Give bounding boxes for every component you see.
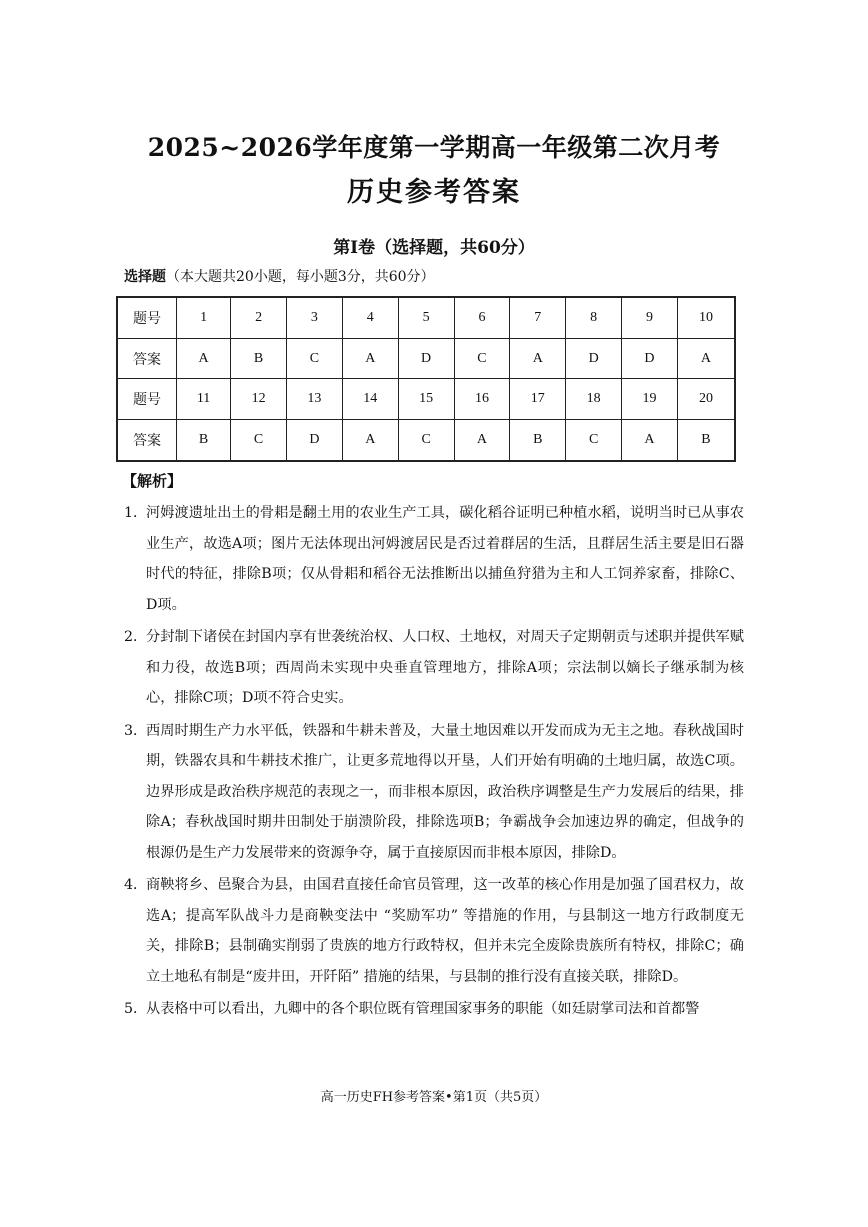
question-number-row-cell: 3	[287, 297, 343, 338]
answer-row-cell: C	[287, 338, 343, 379]
analysis-item-number: 1．	[124, 505, 148, 521]
answer-row-cell: B	[177, 420, 231, 461]
question-number-row-label: 题号	[117, 297, 177, 338]
answer-table	[116, 296, 736, 462]
answer-row-cell: A	[677, 338, 735, 379]
answer-row-cell: D	[566, 338, 622, 379]
question-number-row-cell: 11	[177, 379, 231, 420]
analysis-item-number: 4．	[124, 877, 148, 893]
section-title	[0, 233, 868, 258]
question-number-row	[117, 379, 735, 420]
analysis-item-number: 5．	[124, 1001, 148, 1017]
analysis-item-text: 分封制下诸侯在封国内享有世袭统治权、人口权、土地权，对周天子定期朝贡与述职并提供军赋和力役，故选B项；西周尚未实现中央垂直管理地方，排除A项；宗法制以嫡长子继承制为核心，排除C项；D项不符合史实。	[146, 629, 744, 706]
answer-row-cell: D	[622, 338, 678, 379]
question-number-row-cell: 7	[510, 297, 566, 338]
question-number-row-cell: 9	[622, 297, 678, 338]
answer-row-cell: D	[287, 420, 343, 461]
analysis-item	[124, 994, 744, 1025]
question-number-row-cell: 6	[454, 297, 510, 338]
answer-row	[117, 420, 735, 461]
question-number-row-cell: 10	[677, 297, 735, 338]
analysis-item-text: 商鞅将乡、邑聚合为县，由国君直接任命官员管理，这一改革的核心作用是加强了国君权力，故选A；提高军队战斗力是商鞅变法中 “奖励军功” 等措施的作用，与县制这一地方行政制度无关，排除B；县制确实削弱了贵族的地方行政特权，但并未完全废除贵族所有特权，排除C；确立土地私有制是“废井田，开阡陌” 措施的结果，与县制的推行没有直接关联，排除D。	[146, 877, 744, 985]
answer-row-cell: C	[398, 420, 454, 461]
question-number-row-cell: 8	[566, 297, 622, 338]
analysis-item-text: 河姆渡遗址出土的骨耜是翻土用的农业生产工具，碳化稻谷证明已种植水稻，说明当时已从事农业生产，故选A项；图片无法体现出河姆渡居民是否过着群居的生活，且群居生活主要是旧石器时代的特征，排除B项；仅从骨耜和稻谷无法推断出以捕鱼狩猎为主和人工饲养家畜，排除C、D项。	[146, 505, 744, 613]
analysis-item-number: 2．	[124, 629, 148, 645]
analysis-item	[124, 716, 744, 869]
answer-row-cell: C	[454, 338, 510, 379]
section-intro	[124, 266, 435, 286]
question-number-row-cell: 18	[566, 379, 622, 420]
question-number-row-cell: 20	[677, 379, 735, 420]
analysis-label: 【解析】	[122, 472, 183, 490]
answer-row-cell: A	[622, 420, 678, 461]
question-number-row-cell: 17	[510, 379, 566, 420]
analysis-item	[124, 622, 744, 714]
analysis-list	[124, 498, 744, 1027]
answer-row-cell: A	[342, 420, 398, 461]
analysis-item	[124, 498, 744, 620]
document-title: 历史参考答案	[347, 177, 521, 208]
answer-row-cell: A	[342, 338, 398, 379]
answer-row-label: 答案	[117, 338, 177, 379]
page-footer: 高一历史FH参考答案•第1页（共5页）	[320, 1090, 548, 1105]
answer-row-label: 答案	[117, 420, 177, 461]
question-number-row-cell: 4	[342, 297, 398, 338]
answer-row-cell: C	[231, 420, 287, 461]
answer-row-cell: D	[398, 338, 454, 379]
question-number-row-cell: 15	[398, 379, 454, 420]
intro-rest: （本大题共20小题，每小题3分，共60分）	[166, 269, 435, 285]
question-number-row-label: 题号	[117, 379, 177, 420]
question-number-row-cell: 16	[454, 379, 510, 420]
answer-row-cell: B	[677, 420, 735, 461]
analysis-item-text: 西周时期生产力水平低，铁器和牛耕未普及，大量土地因难以开发而成为无主之地。春秋战国时期，铁器农具和牛耕技术推广，让更多荒地得以开垦，人们开始有明确的土地归属，故选C项。边界形成是政治秩序规范的表现之一，而非根本原因，政治秩序调整是生产力发展后的结果，排除A；春秋战国时期井田制处于崩溃阶段，排除选项B；争霸战争会加速边界的确定，但战争的根源仍是生产力发展带来的资源争夺，属于直接原因而非根本原因，排除D。	[146, 722, 744, 861]
answer-row-cell: A	[510, 338, 566, 379]
answer-row-cell: A	[177, 338, 231, 379]
answer-row	[117, 338, 735, 379]
question-number-row-cell: 19	[622, 379, 678, 420]
answer-row-cell: B	[510, 420, 566, 461]
question-number-row-cell: 1	[177, 297, 231, 338]
question-number-row-cell: 14	[342, 379, 398, 420]
question-number-row-cell: 13	[287, 379, 343, 420]
question-number-row-cell: 2	[231, 297, 287, 338]
section-title-text: 第Ⅰ卷（选择题，共60分）	[333, 238, 535, 258]
question-number-row	[117, 297, 735, 338]
question-number-row-cell: 5	[398, 297, 454, 338]
exam-title: 2025~2026学年度第一学期高一年级第二次月考	[147, 133, 721, 162]
intro-bold: 选择题	[124, 269, 166, 285]
analysis-item-number: 3．	[124, 722, 148, 739]
analysis-item	[124, 870, 744, 992]
answer-row-cell: B	[231, 338, 287, 379]
answer-row-cell: C	[566, 420, 622, 461]
answer-row-cell: A	[454, 420, 510, 461]
question-number-row-cell: 12	[231, 379, 287, 420]
analysis-item-text: 从表格中可以看出，九卿中的各个职位既有管理国家事务的职能（如廷尉掌司法和首都警	[146, 1001, 700, 1017]
